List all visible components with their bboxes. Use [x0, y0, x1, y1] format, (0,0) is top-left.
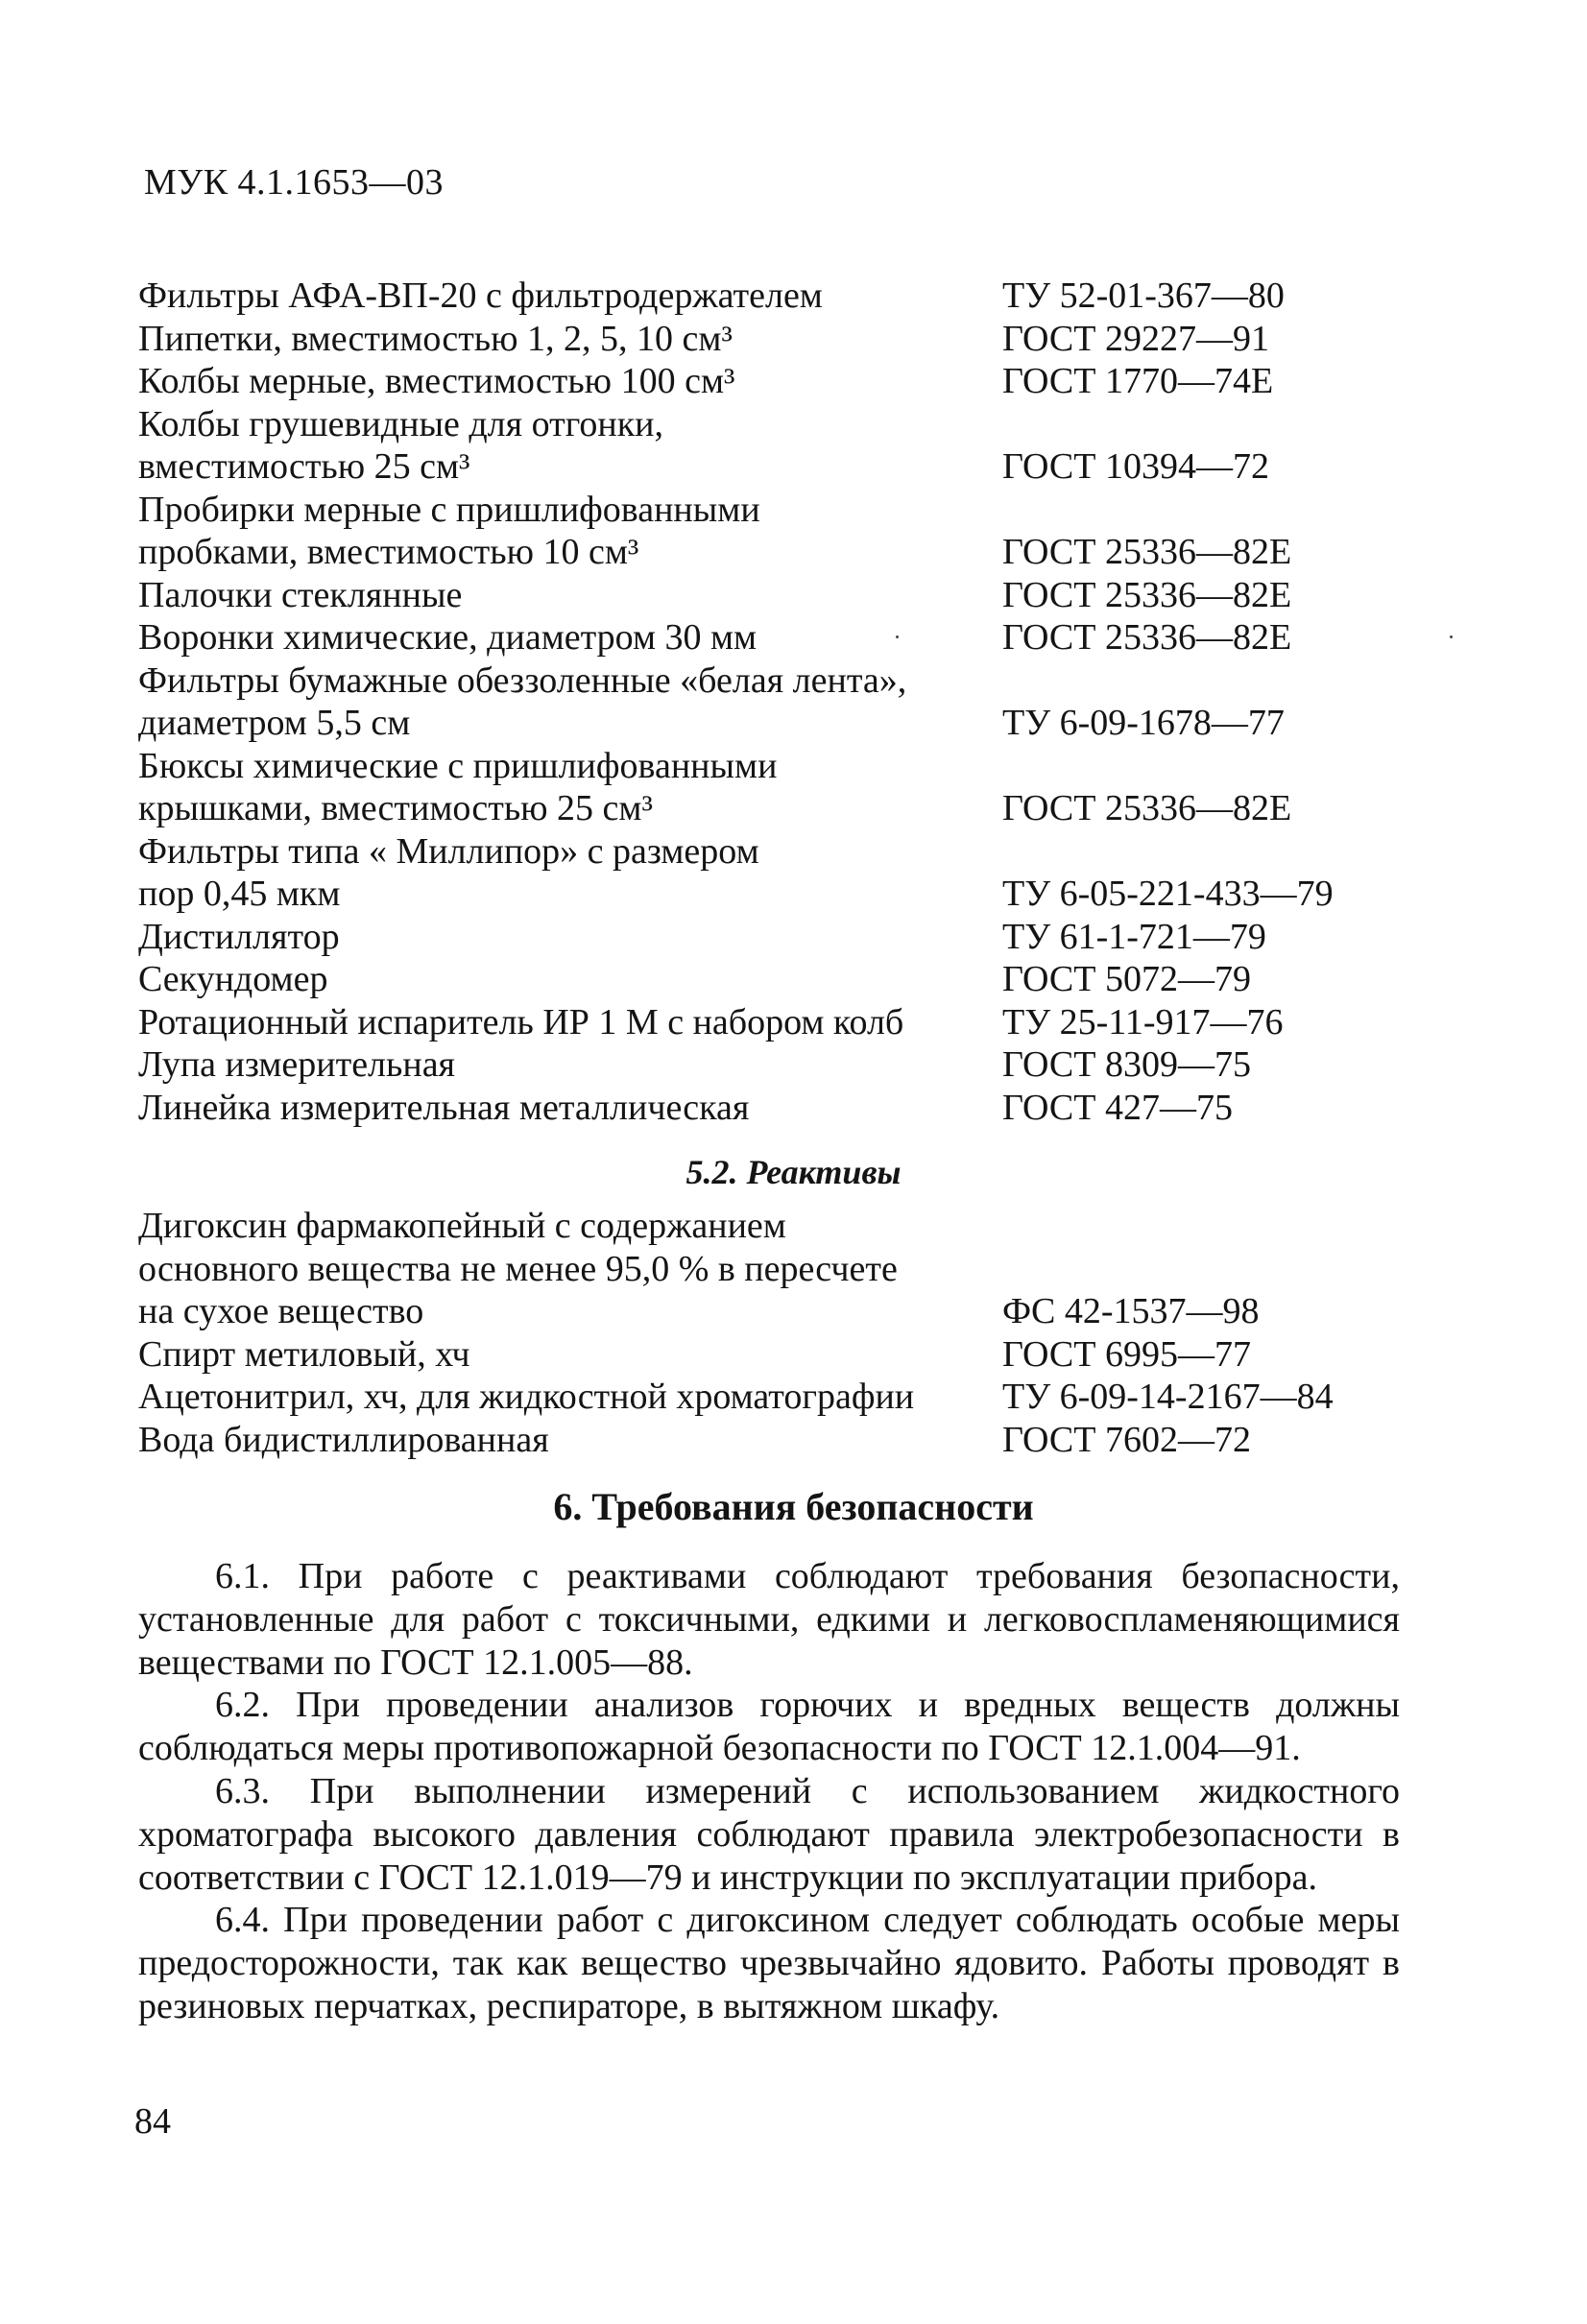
item-standard: ТУ 6-09-14-2167—84 — [1002, 1377, 1334, 1417]
item-name-line: основного вещества не менее 95,0 % в пересчете — [138, 1248, 898, 1289]
document-code-header: МУК 4.1.1653—03 — [144, 162, 445, 203]
list-item — [138, 616, 1358, 659]
item-name-line: Фильтры типа « Миллипор» с размером — [138, 830, 759, 872]
item-name — [138, 1333, 1002, 1377]
item-standard: ГОСТ 25336—82Е — [1002, 574, 1292, 615]
item-name-line: Воронки химические, диаметром 30 мм — [138, 617, 757, 658]
item-standard: ГОСТ 29227—91 — [1002, 318, 1269, 359]
item-name — [138, 1376, 1002, 1419]
item-name-line: Дигоксин фармакопейный с содержанием — [138, 1206, 786, 1246]
item-standard: ТУ 61-1-721—79 — [1002, 916, 1266, 957]
item-standard: ГОСТ 6995—77 — [1002, 1333, 1251, 1375]
item-name-line: Колбы мерные, вместимостью 100 см³ — [138, 361, 735, 401]
item-name-line: на сухое вещество — [138, 1291, 424, 1331]
item-name-line: Пробирки мерные с пришлифованными — [138, 489, 760, 530]
item-name-line: Лупа измерительная — [138, 1044, 456, 1085]
item-name — [138, 360, 1002, 403]
safety-paragraph-6-3: 6.3. При выполнении измерений с использованием жидкостного хроматографа высокого давления соблюдают правила электробезопасности в соответствии с ГОСТ 12.1.019—79 и инструкции по эксплуатации прибора. — [138, 1770, 1400, 1898]
item-name — [138, 275, 1002, 318]
item-name-line: Вода бидистиллированная — [138, 1419, 549, 1460]
item-standard: ГОСТ 7602—72 — [1002, 1419, 1251, 1460]
item-name — [138, 958, 1002, 1001]
equipment-list — [138, 275, 1358, 1129]
item-name-line: Ротационный испаритель ИР 1 М с набором колб — [138, 1001, 904, 1042]
item-name — [138, 916, 1002, 959]
item-name-line: Спирт метиловый, хч — [138, 1333, 470, 1375]
item-name-line: Дистиллятор — [138, 916, 340, 957]
list-item — [138, 745, 1358, 830]
item-standard: ГОСТ 427—75 — [1002, 1087, 1233, 1128]
item-standard: ГОСТ 10394—72 — [1002, 446, 1269, 487]
item-name-line: Палочки стеклянные — [138, 574, 463, 615]
item-standard: ТУ 6-05-221-433—79 — [1002, 874, 1334, 914]
item-name — [138, 1205, 1002, 1333]
item-standard: ГОСТ 25336—82Е — [1002, 617, 1292, 658]
list-item — [138, 574, 1358, 617]
item-standard: ФС 42-1537—98 — [1002, 1291, 1260, 1331]
item-name — [138, 1087, 1002, 1130]
safety-section-body — [138, 1555, 1400, 2028]
item-name-line: Ацетонитрил, хч, для жидкостной хроматографии — [138, 1377, 915, 1417]
list-item — [138, 1001, 1358, 1044]
item-standard: ГОСТ 25336—82Е — [1002, 788, 1292, 828]
list-item — [138, 275, 1358, 318]
item-name — [138, 318, 1002, 361]
scan-speck — [1450, 635, 1453, 638]
reagents-list — [138, 1205, 1358, 1461]
item-name-line: пор 0,45 мкм — [138, 874, 341, 914]
item-name-line: Бюксы химические с пришлифованными — [138, 745, 778, 786]
item-name-line: вместимостью 25 см³ — [138, 446, 470, 487]
list-item — [138, 1376, 1358, 1419]
item-standard: ТУ 6-09-1678—77 — [1002, 703, 1285, 743]
list-item — [138, 1333, 1358, 1377]
item-name — [138, 1001, 1002, 1044]
item-standard: ГОСТ 25336—82Е — [1002, 532, 1292, 572]
list-item — [138, 916, 1358, 959]
item-standard: ГОСТ 1770—74Е — [1002, 361, 1274, 401]
item-name-line: Фильтры бумажные обеззоленные «белая лента», — [138, 659, 907, 701]
item-name — [138, 1043, 1002, 1087]
item-name-line: пробками, вместимостью 10 см³ — [138, 532, 639, 572]
list-item — [138, 1087, 1358, 1130]
item-name-line: крышками, вместимостью 25 см³ — [138, 788, 653, 828]
item-name-line: Линейка измерительная металлическая — [138, 1087, 750, 1128]
item-name — [138, 1419, 1002, 1462]
item-name-line: диаметром 5,5 см — [138, 703, 411, 743]
item-name-line: Пипетки, вместимостью 1, 2, 5, 10 см³ — [138, 318, 733, 359]
item-name — [138, 745, 1002, 830]
list-item — [138, 489, 1358, 574]
item-standard: ГОСТ 5072—79 — [1002, 959, 1251, 999]
item-name — [138, 574, 1002, 617]
list-item — [138, 659, 1358, 745]
item-standard: ТУ 52-01-367—80 — [1002, 276, 1285, 316]
list-item — [138, 318, 1358, 361]
list-item — [138, 360, 1358, 403]
safety-paragraph-6-2: 6.2. При проведении анализов горючих и вредных веществ должны соблюдаться меры противопожарной безопасности по ГОСТ 12.1.004—91. — [138, 1685, 1400, 1769]
reagents-subheading: 5.2. Реактивы — [685, 1153, 902, 1191]
list-item — [138, 958, 1358, 1001]
safety-paragraph-6-4: 6.4. При проведении работ с дигоксином следует соблюдать особые меры предосторожности, так как вещество чрезвычайно ядовито. Работы проводят в резиновых перчатках, респираторе, в вытяжном шкафу. — [138, 1900, 1400, 2026]
list-item — [138, 1205, 1358, 1333]
item-name-line: Секундомер — [138, 959, 328, 999]
item-name — [138, 659, 1002, 745]
page-number: 84 — [134, 2101, 171, 2142]
item-name-line: Фильтры АФА-ВП-20 с фильтродержателем — [138, 276, 823, 316]
item-name — [138, 403, 1002, 489]
list-item — [138, 403, 1358, 489]
list-item — [138, 830, 1358, 916]
item-standard: ТУ 25-11-917—76 — [1002, 1001, 1284, 1042]
list-item — [138, 1043, 1358, 1087]
item-name — [138, 616, 1002, 659]
item-standard: ГОСТ 8309—75 — [1002, 1044, 1251, 1085]
scan-speck — [896, 635, 899, 638]
item-name — [138, 830, 1002, 916]
item-name-line: Колбы грушевидные для отгонки, — [138, 403, 663, 444]
list-item — [138, 1419, 1358, 1462]
safety-section-title: 6. Требования безопасности — [553, 1485, 1034, 1528]
item-name — [138, 489, 1002, 574]
safety-paragraph-6-1: 6.1. При работе с реактивами соблюдают требования безопасности, установленные для работ с токсичными, едкими и легковоспламеняющимися веществами по ГОСТ 12.1.005—88. — [138, 1556, 1400, 1683]
